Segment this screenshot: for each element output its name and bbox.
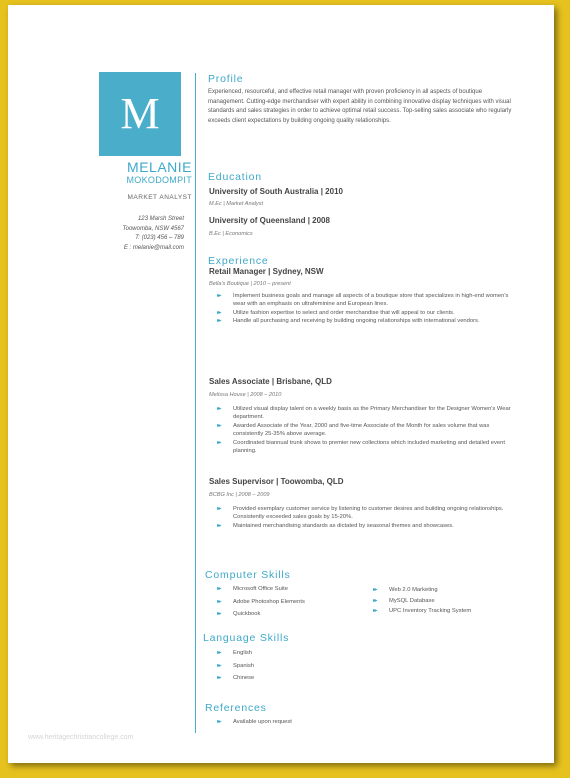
contact-city: Toowomba, NSW 4567 xyxy=(122,225,184,232)
double-chevron-right-icon: ▸▸ xyxy=(217,522,221,529)
section-title-language-skills: Language Skills xyxy=(203,632,290,644)
double-chevron-right-icon: ▸▸ xyxy=(373,608,377,614)
list-item: ▸▸ Coordinated biannual trunk shows to premier new collections which included marketing and detailed event planning. xyxy=(217,439,505,455)
job-role: MARKET ANALYST xyxy=(127,194,192,201)
double-chevron-right-icon: ▸▸ xyxy=(217,309,221,316)
education-school-1: University of South Australia | 2010 xyxy=(209,187,343,196)
contact-info xyxy=(68,215,184,253)
double-chevron-right-icon: ▸▸ xyxy=(217,318,221,325)
profile-summary: Experienced, resourceful, and effective retail manager with proven proficiency in all aspects of boutique management. Cutting-edge merchandiser with expert ability in combining innovative display techniques with visual standards and sales strategies in order to achieve optimal retail success. Top-selling sales associate who regularly exceeds client expectations by building ongoing quality relationships. xyxy=(208,89,512,124)
list-item: ▸▸ Chinese xyxy=(214,672,374,685)
list-item: ▸▸ Utilized visual display talent on a weekly basis as the Primary Merchandiser for the Designer Women's Wear department. xyxy=(217,406,511,421)
contact-address: 123 Marsh Street xyxy=(137,216,184,222)
job-company-3: BCBG Inc | 2008 – 2009 xyxy=(209,492,270,498)
section-title-experience: Experience xyxy=(208,255,269,267)
double-chevron-right-icon: ▸▸ xyxy=(217,719,221,725)
job-2-bullets xyxy=(214,405,519,455)
double-chevron-right-icon: ▸▸ xyxy=(217,506,221,512)
first-name: MELANIE xyxy=(127,159,192,175)
double-chevron-right-icon: ▸▸ xyxy=(217,406,221,412)
double-chevron-right-icon: ▸▸ xyxy=(217,293,221,299)
list-item: ▸▸ Quickbook xyxy=(214,608,374,621)
list-item: ▸▸ Microsoft Office Suite xyxy=(214,583,374,596)
computer-skills-right xyxy=(370,585,530,617)
last-name: MOKODOMPIT xyxy=(126,175,192,185)
list-item: ▸▸ UPC Inventory Tracking System xyxy=(370,606,530,617)
job-company-2: Melissa House | 2008 – 2010 xyxy=(209,392,282,398)
list-item: ▸▸ Adobe Photoshop Elements xyxy=(214,596,374,609)
list-item: ▸▸ Handle all purchasing and receiving by building ongoing relationships with international vendors. xyxy=(217,318,480,325)
monogram-box xyxy=(99,72,181,156)
job-title-1: Retail Manager | Sydney, NSW xyxy=(209,267,324,276)
double-chevron-right-icon: ▸▸ xyxy=(217,586,221,592)
divider-line xyxy=(195,73,196,733)
resume-page xyxy=(8,5,554,763)
job-title-2: Sales Associate | Brisbane, QLD xyxy=(209,377,332,386)
double-chevron-right-icon: ▸▸ xyxy=(373,597,377,604)
list-item: ▸▸ English xyxy=(214,647,374,660)
double-chevron-right-icon: ▸▸ xyxy=(217,662,221,669)
language-skills-list xyxy=(214,647,374,685)
list-item: ▸▸ Maintained merchandising standards as dictated by seasonal themes and showcases. xyxy=(217,522,454,529)
watermark: www.heritagechristiancollege.com xyxy=(28,734,134,741)
job-company-1: Bella's Boutique | 2010 – present xyxy=(209,281,291,287)
double-chevron-right-icon: ▸▸ xyxy=(217,439,221,446)
double-chevron-right-icon: ▸▸ xyxy=(217,598,221,605)
education-degree-2: B.Ec | Economics xyxy=(209,231,253,237)
monogram-letter: M xyxy=(120,89,160,138)
list-item: ▸▸ Web 2.0 Marketing xyxy=(370,585,530,596)
double-chevron-right-icon: ▸▸ xyxy=(217,422,221,429)
section-title-profile: Profile xyxy=(208,73,244,85)
double-chevron-right-icon: ▸▸ xyxy=(373,587,377,593)
list-item: ▸▸ Implement business goals and manage all aspects of a boutique store that specializes in high-end women's wear with an emphasis on ultrafeminine and European lines. xyxy=(217,293,509,308)
job-1-bullets xyxy=(214,292,519,326)
double-chevron-right-icon: ▸▸ xyxy=(217,611,221,617)
contact-phone: T: (023) 456 – 789 xyxy=(135,235,184,242)
list-item: ▸▸ Utilize fashion expertise to select and order merchandise that will appeal to our clients. xyxy=(217,309,455,316)
section-title-references: References xyxy=(205,702,267,714)
job-3-bullets xyxy=(214,505,519,530)
list-item: ▸▸ Spanish xyxy=(214,660,374,673)
education-school-2: University of Queensland | 2008 xyxy=(209,216,330,225)
references-list xyxy=(214,718,414,726)
education-degree-1: M.Ec | Market Analyst xyxy=(209,201,264,207)
double-chevron-right-icon: ▸▸ xyxy=(217,650,221,656)
list-item: ▸▸ Available upon request xyxy=(217,719,292,725)
section-title-education: Education xyxy=(208,171,262,183)
list-item: ▸▸ MySQL Database xyxy=(370,596,530,607)
job-title-3: Sales Supervisor | Toowomba, QLD xyxy=(209,477,344,486)
section-title-computer-skills: Computer Skills xyxy=(205,569,291,581)
double-chevron-right-icon: ▸▸ xyxy=(217,675,221,681)
list-item: ▸▸ Provided exemplary customer service by listening to customer desires and building ongoing relationships. Consistently exceeded sales goals by 15-20%. xyxy=(217,506,504,521)
computer-skills-left xyxy=(214,583,377,621)
contact-email: E : melanie@mail.com xyxy=(123,244,184,251)
list-item: ▸▸ Awarded Associate of the Year, 2000 and five-time Associate of the Month for sales volume that was consistently 25-35% above average. xyxy=(217,422,490,438)
